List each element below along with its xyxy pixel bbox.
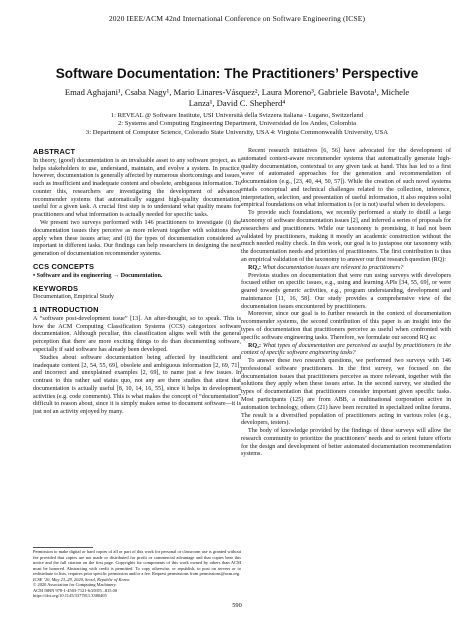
isbn-line: ACM ISBN 978-1-4503-7121-6/20/05...$15.00 [33,587,118,593]
right-paragraph-4: Moreover, since our goal is to further research in the context of documentation recommender systems, the second contribution of this paper is an insight into the types of documentation that practitioners perceive as useful when confronted with specific software engineering tasks. Therefore, we formulate our second RQ as: [241,311,451,341]
ccs-concepts-text: • Software and its engineering → Documentation. [33,272,163,279]
rq1-text: What documentation issues are relevant to practitioners? [262,264,404,271]
keywords-text: Documentation, Empirical Study [33,294,115,301]
venue-line: ICSE ’20, May 23–29, 2020, Seoul, Republic of Korea [33,576,130,582]
page-number: 590 [232,602,242,609]
right-paragraph-5: To answer these two research questions, we performed two surveys with 146 professional software practitioners. In the first survey, we focused on the documentation issues that practitioners perceive as more relevant, together with the solutions they apply when these issues arise. In the second survey, we studied the types of documentation that practitioners consider important given specific tasks. Most participants (125) are from ABB, a multinational corporation active in automation technology, others (21) have been recruited in specialized online forums. The result is a diversified population of practitioners acting in various roles (e.g., developers, testers). [241,358,451,427]
paper-title: Software Documentation: The Practitioners’ Perspective [55,66,419,81]
research-question-1 [241,265,451,273]
doi-link[interactable]: https://doi.org/10.1145/3377811.3380405 [33,593,107,599]
conference-header: 2020 IEEE/ACM 42nd International Conference on Software Engineering (ICSE) [108,14,366,23]
copyright-line: © 2020 Association for Computing Machinery. [33,582,117,588]
abstract-paragraph-1: In theory, (good) documentation is an invaluable asset to any software project, as it helps stakeholders to use, understand, maintain, and evolve a system. In practice, however, documentation is generally affected by numerous shortcomings and issues, such as insufficient and inadequate content and obsolete, ambiguous information. To counter this, researchers are investigating the development of advanced recommender systems that automatically suggest high-quality documentation, useful for a given task. A crucial first step is to understand what quality means for practitioners and what information is actually needed for specific tasks. [33,157,241,219]
authors-line-1: Emad Aghajani¹, Csaba Nagy¹, Mario Linares-Vásquez², Laura Moreno³, Gabriele Bavota¹, Michele [64,87,410,97]
introduction-heading: 1 INTRODUCTION [33,305,99,315]
right-paragraph-3: Previous studies on documentation that were run using surveys with developers focused either on specific issues, e.g., using and learning APIs [34, 55, 69], or were geared towards generic activities, e.g., program understanding, development and maintenance [11, 16, 58]. Our study provides a comprehensive view of the documentation issues encountered by practitioners. [241,272,451,310]
rq1-label: RQ₁: [248,264,262,271]
right-column [241,148,451,459]
research-question-2 [241,343,451,359]
introduction-paragraph-2: Studies about software documentation being affected by insufficient and inadequate content [2, 54, 55, 69], obsolete and ambiguous information [2, 69, 71], and incorrect and unexplained examples [2, 69], to name just a few issues. In contrast to this rather sad status quo, not any are there studies that attest that documentation is actually useful [8, 10, 14, 16, 55], since it helps in development activities (e.g. code comments). This is what makes the concept of “documentation” difficult to reason about, since it is simply makes sense to document software—it is just not an activity enjoyed by many. [33,354,241,416]
copyright-footnote [33,547,241,599]
permission-notice: Permission to make digital or hard copies of all or part of this work for personal or classroom use is granted without fee provided that copies are not made or distributed for profit or commercial advantage and that copies bear this notice and the full citation on the first page. Copyrights for components of this work owned by others than ACM must be honored. Abstracting with credit is permitted. To copy otherwise, or republish, to post on servers or to redistribute to lists, requires prior specific permission and/or a fee. Request permissions from permissions@acm.org. [33,549,241,577]
ccs-concepts-heading: CCS CONCEPTS [33,261,95,271]
affiliation-1: 1: REVEAL @ Software Institute, USI Università della Svizzera italiana - Lugano, Switzerland [110,112,364,119]
left-column [33,148,241,417]
right-paragraph-6: The body of knowledge provided by the findings of these surveys will allow the research community to prioritize the practitioners’ needs and to orient future efforts for the design and development of better automated documentation recommendation systems. [241,428,451,458]
right-paragraph-1: Recent research initiatives [6, 56] have advocated for the development of automated context-aware recommender systems that automatically generate high-quality documentation, contextual to any given task at hand. This has led to a first wave of automated approaches for the generation and recommendation of documentation (e.g., [23, 40, 44, 50, 57]). While the creation of such novel systems entails conceptual and technical challenges related to the collection, inference, interpretation, selection, and presentation of useful information, it also requires solid empirical foundations on what information is (or is not) useful when to developers. [241,148,451,209]
affiliation-2: 2: Systems and Computing Engineering Department, Universidad de los Andes, Colombia [117,120,357,128]
footnote-separator [33,547,93,548]
right-paragraph-2: To provide such foundations, we recently performed a study to distill a large taxonomy of software documentation issues [2], and inferred a series of proposals for researchers and practitioners. While our taxonomy is promising, it had not been validated by practitioners, making it mostly an academic construction without the much needed reality check. In this work, our goal is to juxtapose our taxonomy with the documentation needs and priorities of practitioners. The first contribution is thus an empirical validation of the taxonomy to answer our first research question (RQ): [241,210,451,263]
rq2-text: What types of documentation are perceived as useful by practitioners in the context of specific software engineering tasks? [241,342,451,357]
affiliation-list [18,112,456,137]
abstract-heading: ABSTRACT [33,147,76,156]
authors-line-2: Lanza¹, David C. Shepherd⁴ [188,97,286,108]
author-list [30,87,444,108]
abstract-paragraph-2: We present two surveys performed with 146 practitioners to investigate (i) the documentation issues they perceive as more relevant together with solutions they apply when these issues arise; and (ii) the types of documentation considered as important in different tasks. Our findings can help researchers in designing the next generation of documentation recommender systems. [33,220,241,258]
rq2-label: RQ₂: [248,342,262,349]
introduction-paragraph-1: A “software post-development issue” [13]. An after-thought, so to speak. This is how the ACM Computing Classification Systems (CCS) categorizes software documentation. Although peculiar, this classification aligns well with the general perception that there are more exciting things to do than documenting software, especially if said software has already been developed. [33,315,241,353]
affiliation-3-4: 3: Department of Computer Science, Colorado State University, USA 4: Virginia Commonwealth University, USA [85,128,389,136]
keywords-heading: KEYWORDS [33,283,79,293]
